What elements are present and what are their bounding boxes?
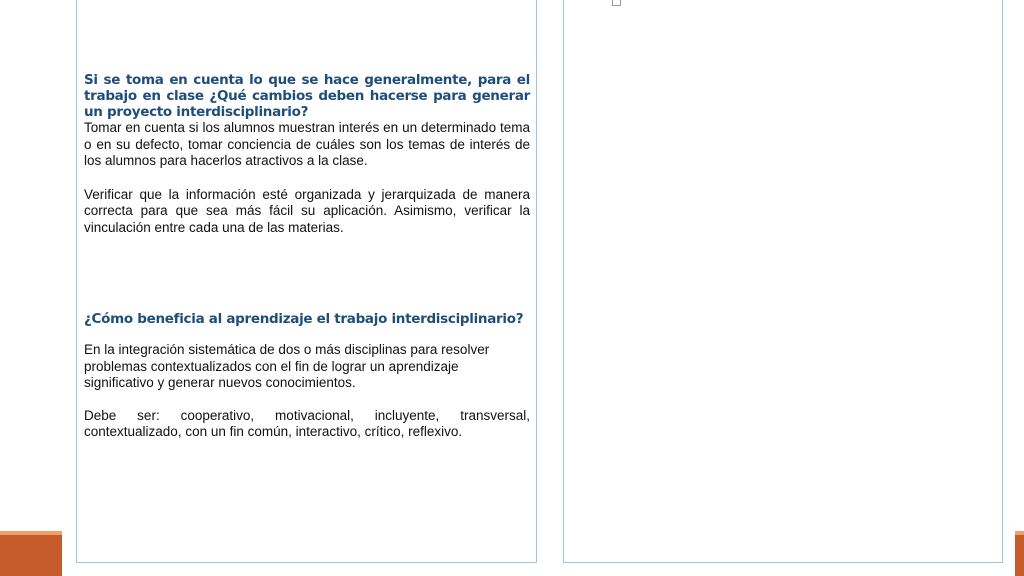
accent-stripe-left [0, 531, 62, 535]
accent-bar-right [1015, 531, 1024, 576]
answer-paragraph-3: En la integración sistemática de dos o más disciplinas para resolver problemas contextualizados con el fin de lograr un aprendizaje significativo y generar nuevos conocimientos. [84, 342, 490, 390]
question-heading-2: ¿Cómo beneficia al aprendizaje el trabajo interdisciplinario? [84, 311, 524, 327]
right-text-panel [563, 0, 1003, 563]
accent-bar-left [0, 531, 62, 576]
answer-paragraph-2: Verificar que la información esté organizada y jerarquizada de manera correcta para que sea más fácil su aplicación. Asimismo, verificar la vinculación entre cada una de las materias. [84, 186, 530, 235]
resize-handle[interactable] [612, 0, 621, 6]
answer-paragraph-4: Debe ser: cooperativo, motivacional, incluyente, transversal, contextualizado, con un fin común, interactivo, crítico, reflexivo. [84, 407, 530, 439]
accent-stripe-right [1015, 531, 1024, 535]
document-content [84, 72, 530, 441]
question-heading-1: Si se toma en cuenta lo que se hace generalmente, para el trabajo en clase ¿Qué cambios deben hacerse para generar un proyecto interdisciplinario? [84, 72, 530, 120]
answer-paragraph-1: Tomar en cuenta si los alumnos muestran interés en un determinado tema o en su defecto, tomar conciencia de cuáles son los temas de interés de los alumnos para hacerlos atractivos a la clase. [84, 120, 530, 168]
